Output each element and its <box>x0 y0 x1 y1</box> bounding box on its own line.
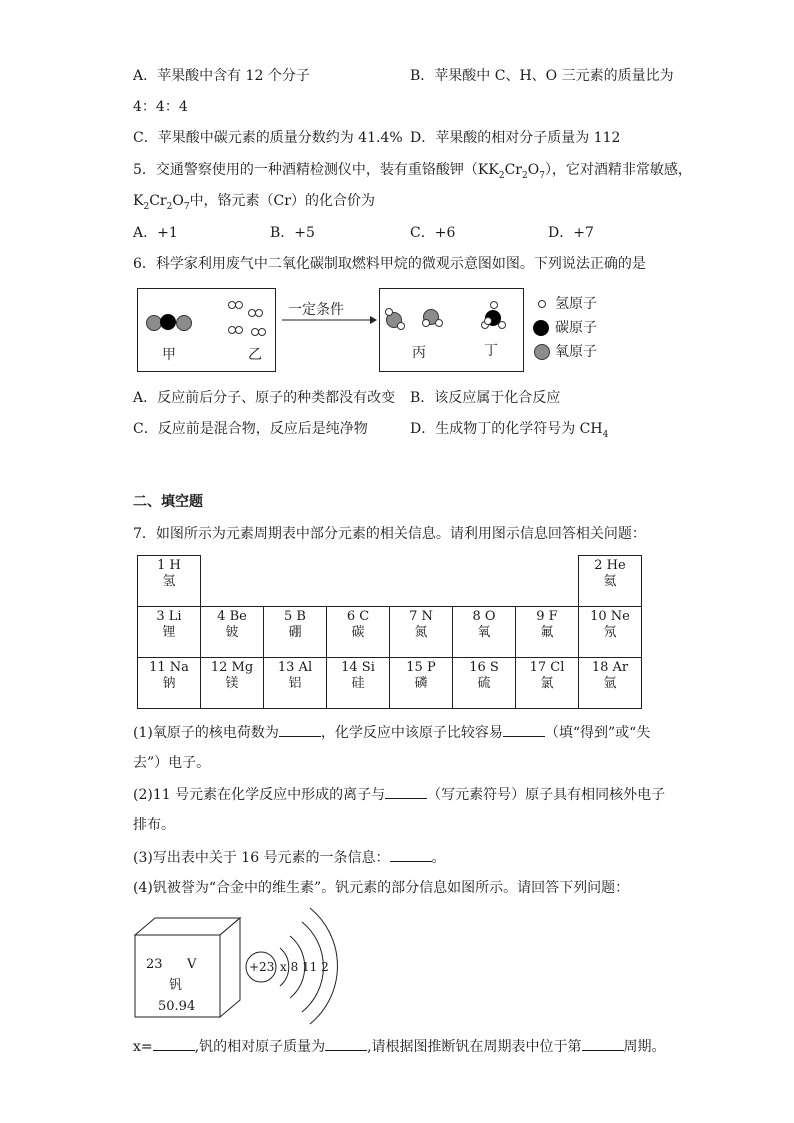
q7-sub4: (4)钒被誉为“合金中的维生素”。钒元素的部分信息如图所示。请回答下列问题： <box>133 880 630 896</box>
table-row <box>138 607 642 658</box>
answer-blank[interactable] <box>390 847 432 862</box>
table-row <box>138 556 642 607</box>
element-cell: 8 O 氧 <box>453 607 516 658</box>
q7-sub5: x= ,钒的相对原子质量为 ,请根据图推断钒在周期表中位于第 周期。 <box>133 1036 666 1057</box>
periodic-table <box>137 555 642 709</box>
vanadium-number: 23 <box>146 957 163 972</box>
section-title: 二、填空题 <box>133 494 203 510</box>
q7-sub1: (1)氧原子的核电荷数为 ，化学反应中该原子比较容易 （填“得到”或“失 <box>133 722 650 743</box>
label-bing: 丙 <box>412 345 426 361</box>
q4-option-c: C．苹果酸中碳元素的质量分数约为 41.4% <box>133 130 403 146</box>
legend-hydrogen-icon <box>538 300 546 308</box>
q5-stem-line1: 5．交通警察使用的一种酒精检测仪中，装有重铬酸钾$(KK_2Cr_2O_7)$，它对酒精非常敏感， <box>133 162 692 181</box>
legend-oxygen-icon <box>534 344 550 360</box>
reaction-condition: 一定条件 <box>288 302 344 318</box>
oxygen-atom-icon <box>176 315 192 331</box>
element-cell: 17 Cl 氯 <box>516 658 579 709</box>
q6-stem: 6．科学家利用废气中二氧化碳制取燃料甲烷的微观示意图如图。下列说法正确的是 <box>133 256 646 272</box>
vanadium-name: 钒 <box>169 978 183 993</box>
legend-hydrogen-label: 氢原子 <box>555 296 597 312</box>
q4-option-b-cont: 4：4：4 <box>133 99 188 115</box>
element-cell: 13 Al 铝 <box>264 658 327 709</box>
table-row <box>138 658 642 709</box>
hydrogen-atom-icon <box>422 319 430 327</box>
q7-sub2-cont: 排布。 <box>133 817 175 833</box>
q7-stem: 7．如图所示为元素周期表中部分元素的相关信息。请利用图示信息回答相关问题： <box>133 526 646 542</box>
element-cell: 6 C 碳 <box>327 607 390 658</box>
hydrogen-atom-icon <box>498 321 506 329</box>
element-cell: 14 Si 硅 <box>327 658 390 709</box>
element-cell: 16 S 硫 <box>453 658 516 709</box>
reactants-box <box>137 288 276 372</box>
answer-blank[interactable] <box>385 784 427 799</box>
vanadium-symbol: V <box>187 957 197 972</box>
table-gap <box>201 556 579 607</box>
element-cell: 18 Ar 氩 <box>579 658 642 709</box>
element-cell: 12 Mg 镁 <box>201 658 264 709</box>
element-cell: 4 Be 铍 <box>201 607 264 658</box>
q5-option-a: A．+1 <box>133 225 178 241</box>
element-cell: 5 B 硼 <box>264 607 327 658</box>
q5-stem-line2: $K_2Cr_2O_7$中，铬元素（Cr）的化合价为 <box>133 193 375 212</box>
q5-option-b: B．+5 <box>270 225 315 241</box>
hydrogen-atom-icon <box>385 308 393 316</box>
carbon-atom-icon <box>160 314 176 330</box>
hydrogen-atom-icon <box>397 322 405 330</box>
element-cell: 11 Na 钠 <box>138 658 201 709</box>
label-yi: 乙 <box>248 347 262 363</box>
legend-oxygen-label: 氧原子 <box>555 344 597 360</box>
element-cell: 9 F 氟 <box>516 607 579 658</box>
answer-blank[interactable] <box>153 1036 195 1051</box>
answer-blank[interactable] <box>325 1036 367 1051</box>
q5-option-c: C．+6 <box>410 225 456 241</box>
legend-carbon-icon <box>533 320 549 336</box>
hydrogen-atom-icon <box>435 319 443 327</box>
q6-option-d: D．生成物丁的化学符号为 $CH_4$ <box>410 421 609 440</box>
label-jia: 甲 <box>162 347 176 363</box>
hydrogen-atom-icon <box>235 301 243 309</box>
legend-carbon-label: 碳原子 <box>555 320 597 336</box>
q4-option-a: A．苹果酸中含有 12 个分子 <box>133 68 310 84</box>
hydrogen-atom-icon <box>258 328 266 336</box>
nucleus-charge: +23 <box>249 960 275 974</box>
answer-blank[interactable] <box>279 722 321 737</box>
hydrogen-atom-icon <box>484 317 492 325</box>
q7-sub1-cont: 去”）电子。 <box>133 755 211 771</box>
products-box <box>379 288 524 372</box>
answer-blank[interactable] <box>582 1036 624 1051</box>
label-ding: 丁 <box>484 343 498 359</box>
reaction-arrow-icon <box>282 314 378 326</box>
electron-shells: x 8 11 2 <box>280 960 329 974</box>
hydrogen-atom-icon <box>235 326 243 334</box>
q7-sub2: (2)11 号元素在化学反应中形成的离子与 （写元素符号）原子具有相同核外电子 <box>133 784 665 805</box>
hydrogen-atom-icon <box>255 309 263 317</box>
vanadium-mass: 50.94 <box>158 999 196 1014</box>
q5-option-d: D．+7 <box>548 225 594 241</box>
q6-option-c: C．反应前是混合物，反应后是纯净物 <box>133 421 368 437</box>
q6-option-b: B．该反应属于化合反应 <box>410 390 561 406</box>
element-cell: 10 Ne 氖 <box>579 607 642 658</box>
element-cell: 1 H 氢 <box>138 556 201 607</box>
answer-blank[interactable] <box>503 722 545 737</box>
element-cell: 15 P 磷 <box>390 658 453 709</box>
q7-sub3: (3)写出表中关于 16 号元素的一条信息： 。 <box>133 847 446 868</box>
q6-option-a: A．反应前后分子、原子的种类都没有改变 <box>133 390 396 406</box>
element-cell: 2 He 氦 <box>579 556 642 607</box>
q4-option-b: B．苹果酸中 C、H、O 三元素的质量比为 <box>410 68 674 84</box>
element-cell: 7 N 氮 <box>390 607 453 658</box>
q4-option-d: D．苹果酸的相对分子质量为 112 <box>410 130 621 146</box>
element-cell: 3 Li 锂 <box>138 607 201 658</box>
hydrogen-atom-icon <box>490 301 498 309</box>
